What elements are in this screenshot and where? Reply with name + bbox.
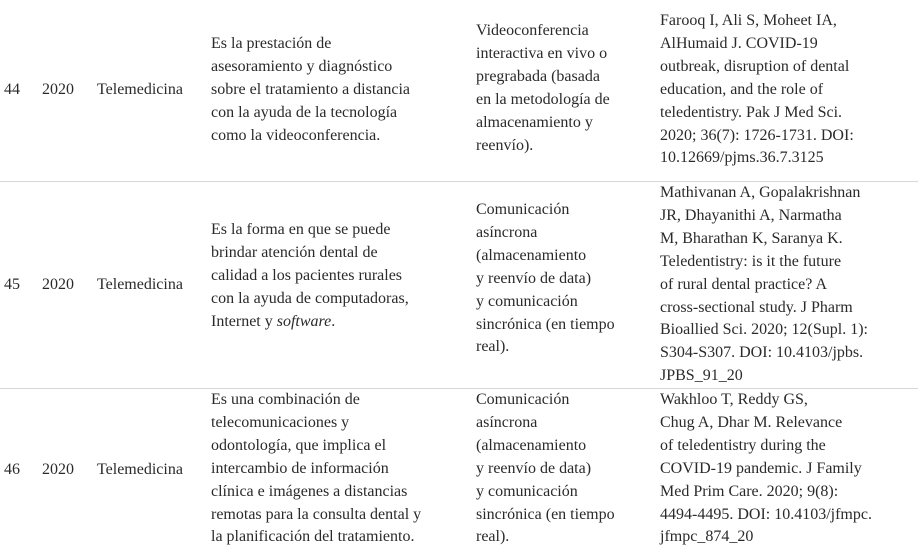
row-year: [42, 389, 92, 551]
reference-line: 2020; 36(7): 1726-1731. DOI:: [660, 126, 854, 144]
definition-italic-text: software: [276, 312, 332, 330]
reference-line: S304-S307. DOI: 10.4103/jpbs.: [660, 344, 864, 362]
definition-line: sobre el tratamiento a distancia: [211, 80, 411, 98]
definition-line: asesoramiento y diagnóstico: [211, 57, 393, 75]
modality-line: sincrónica (en tiempo: [476, 505, 615, 523]
table-row: [0, 181, 918, 389]
definition-text: Internet y: [211, 312, 273, 330]
definition-line: clínica e imágenes a distancias: [211, 482, 408, 500]
definition-line: brindar atención dental de: [211, 243, 378, 261]
definition-line: con la ayuda de computadoras,: [211, 289, 409, 307]
reference-line: 4494-4495. DOI: 10.4103/jfmpc.: [660, 505, 872, 523]
modality-line: asíncrona: [476, 223, 538, 241]
row-category: [97, 182, 207, 389]
reference-line: outbreak, disruption of dental: [660, 57, 850, 75]
row-year: [42, 0, 92, 181]
definition-line: odontología, que implica el: [211, 436, 387, 454]
modality-line: reenvío).: [476, 136, 534, 154]
modality-line: Comunicación: [476, 201, 570, 218]
reference-line: Wakhloo T, Reddy GS,: [660, 391, 808, 408]
modality-line: real).: [476, 338, 510, 356]
row-year-text: 2020: [42, 460, 74, 478]
row-category-text: Telemedicina: [97, 460, 183, 478]
definition-line: intercambio de información: [211, 459, 389, 477]
reference-line: M, Bharathan K, Saranya K.: [660, 229, 843, 247]
definition-line: con la ayuda de la tecnología: [211, 103, 398, 121]
reference-line: Bioallied Sci. 2020; 12(Supl. 1):: [660, 321, 868, 339]
definition-line: Es la prestación de: [211, 35, 332, 52]
reference-line: cross-sectional study. J Pharm: [660, 298, 853, 316]
row-number: [4, 182, 38, 389]
row-reference: [660, 0, 918, 181]
modality-line: almacenamiento y: [476, 113, 593, 131]
table-row: [0, 388, 918, 551]
row-definition: [211, 0, 471, 181]
modality-line: real).: [476, 528, 510, 546]
row-reference: [660, 182, 918, 389]
reference-line: Mathivanan A, Gopalakrishnan: [660, 184, 861, 201]
definition-line: Es la forma en que se puede: [211, 221, 391, 238]
reference-line: Farooq I, Ali S, Moheet IA,: [660, 12, 837, 29]
table-row: [0, 0, 918, 181]
row-category: [97, 0, 207, 181]
modality-line: Comunicación: [476, 391, 570, 408]
row-year-text: 2020: [42, 81, 74, 99]
modality-line: Videoconferencia: [476, 22, 589, 39]
definition-line: Es una combinación de: [211, 391, 360, 408]
definition-line: calidad a los pacientes rurales: [211, 266, 403, 284]
reference-line: COVID-19 pandemic. J Family: [660, 459, 862, 477]
modality-line: sincrónica (en tiempo: [476, 315, 615, 333]
row-number-text: 44: [4, 81, 20, 99]
reference-line: AlHumaid J. COVID-19: [660, 34, 818, 52]
row-modality: [476, 182, 658, 389]
row-modality: [476, 389, 658, 551]
reference-line: Chug A, Dhar M. Relevance: [660, 413, 843, 431]
modality-line: pregrabada (basada: [476, 67, 600, 85]
row-number-text: 45: [4, 276, 20, 294]
reference-line: JPBS_91_20: [660, 367, 743, 385]
reference-line: education, and the role of: [660, 80, 824, 98]
row-category-text: Telemedicina: [97, 276, 183, 294]
modality-line: en la metodología de: [476, 90, 610, 108]
modality-line: y comunicación: [476, 482, 578, 500]
row-definition: [211, 182, 471, 389]
row-category-text: Telemedicina: [97, 81, 183, 99]
modality-line: asíncrona: [476, 413, 538, 431]
definition-line: [211, 311, 409, 334]
modality-line: y reenvío de data): [476, 269, 592, 287]
definition-line: como la videoconferencia.: [211, 126, 381, 144]
modality-line: y reenvío de data): [476, 459, 592, 477]
row-modality: [476, 0, 658, 181]
reference-line: of rural dental practice? A: [660, 275, 828, 293]
modality-line: (almacenamiento: [476, 246, 587, 264]
definition-line: remotas para la consulta dental y: [211, 505, 422, 523]
reference-line: teledentistry. Pak J Med Sci.: [660, 103, 843, 121]
modality-line: (almacenamiento: [476, 436, 587, 454]
row-category: [97, 389, 207, 551]
modality-line: interactiva en vivo o: [476, 44, 608, 62]
row-number: [4, 0, 38, 181]
row-year-text: 2020: [42, 276, 74, 294]
reference-line: JR, Dhayanithi A, Narmatha: [660, 206, 842, 224]
reference-line: Med Prim Care. 2020; 9(8):: [660, 482, 839, 500]
row-reference: [660, 389, 918, 551]
reference-line: 10.12669/pjms.36.7.3125: [660, 149, 824, 167]
modality-line: y comunicación: [476, 292, 578, 310]
row-number-text: 46: [4, 460, 20, 478]
definition-text: .: [331, 312, 336, 330]
row-definition: [211, 389, 471, 551]
reference-line: of teledentistry during the: [660, 436, 826, 454]
definition-line: la planificación del tratamiento.: [211, 528, 415, 546]
reference-line: Teledentistry: is it the future: [660, 252, 842, 270]
definition-line: telecomunicaciones y: [211, 413, 350, 431]
reference-line: jfmpc_874_20: [660, 528, 754, 546]
row-number: [4, 389, 38, 551]
row-year: [42, 182, 92, 389]
